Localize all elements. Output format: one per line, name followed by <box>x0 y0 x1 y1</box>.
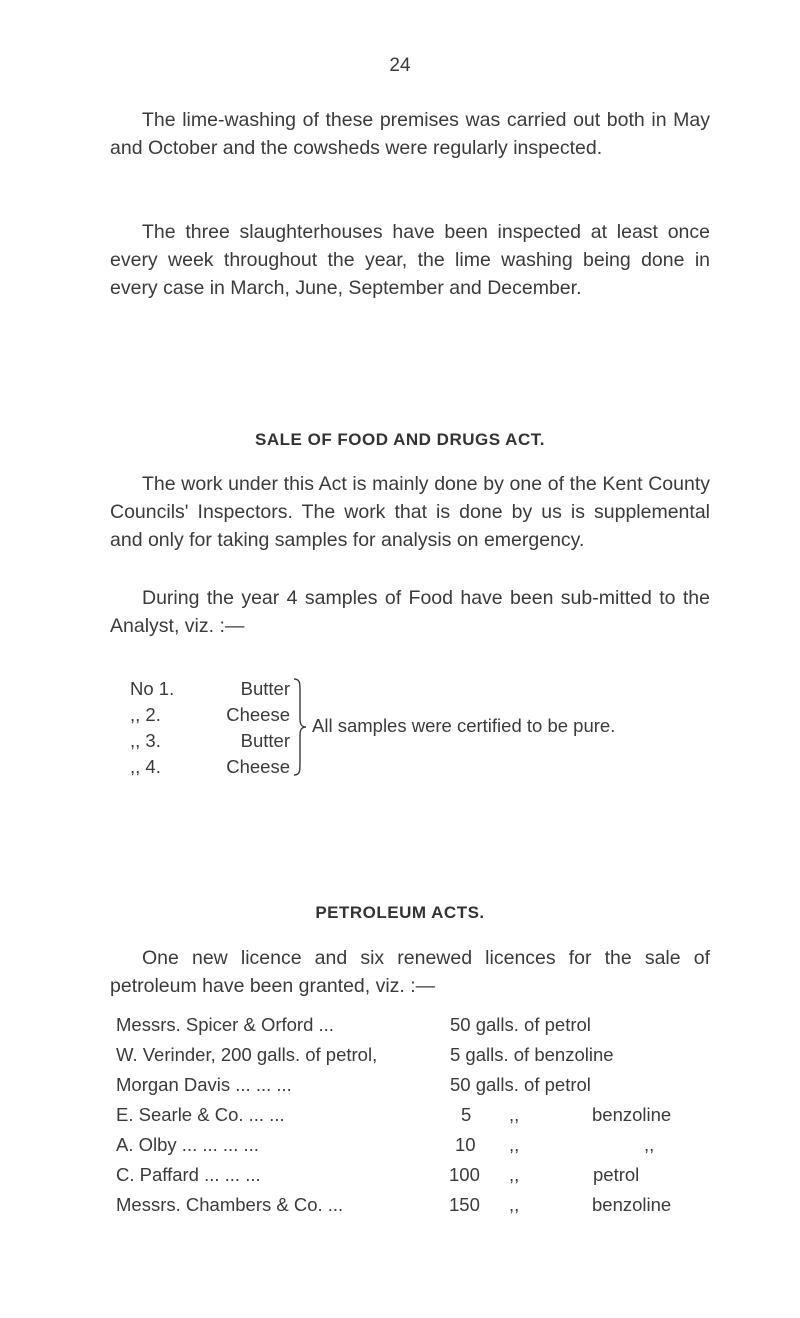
paragraph-samples-submitted: During the year 4 samples of Food have been sub-mitted to the Analyst, viz. :— <box>110 587 710 637</box>
licence-product: benzoline <box>592 1104 672 1125</box>
sample-number: No 1. <box>130 678 175 699</box>
heading-petroleum: PETROLEUM ACTS. <box>315 903 485 922</box>
licensee-name: Messrs. Spicer & Orford ... <box>116 1014 334 1035</box>
licence-product: benzoline <box>592 1194 672 1215</box>
licensee-name: C. Paffard ... ... ... <box>116 1164 261 1185</box>
licence-quantity: 50 galls. of petrol <box>450 1014 591 1035</box>
licence-row <box>116 1012 716 1038</box>
paragraph-lime-washing: The lime-washing of these premises was carried out both in May and October and the cowsheds were regularly inspected. <box>110 109 710 159</box>
page-number: 24 <box>389 55 411 76</box>
licence-row <box>116 1132 716 1158</box>
licensee-name: E. Searle & Co. ... ... <box>116 1104 285 1125</box>
licensee-name: A. Olby ... ... ... ... <box>116 1134 259 1155</box>
paragraph-petroleum-licences: One new licence and six renewed licences for the sale of petroleum have been granted, viz. :— <box>110 947 710 997</box>
licensee-name: W. Verinder, 200 galls. of petrol, <box>116 1044 378 1065</box>
licence-row <box>116 1192 716 1218</box>
sample-item: Cheese <box>226 704 290 725</box>
licence-quantity: 150 <box>449 1194 480 1215</box>
samples-list <box>110 677 710 787</box>
licence-row <box>116 1102 716 1128</box>
licence-quantity: 50 galls. of petrol <box>450 1074 591 1095</box>
licence-unit: ,, <box>509 1104 520 1125</box>
licence-quantity: 5 <box>461 1104 472 1125</box>
sample-item: Butter <box>240 730 290 751</box>
sample-number: ,, 3. <box>130 730 161 751</box>
licensee-name: Morgan Davis ... ... ... <box>116 1074 292 1095</box>
licence-unit: ,, <box>509 1194 520 1215</box>
licensee-name: Messrs. Chambers & Co. ... <box>116 1194 344 1215</box>
curly-brace <box>292 677 312 777</box>
licence-quantity: 100 <box>449 1164 480 1185</box>
licence-unit: ,, <box>509 1134 520 1155</box>
paragraph-slaughterhouses: The three slaughterhouses have been inspected at least once every week throughout the year, the lime washing being done in every case in March, June, September and December. <box>110 221 710 299</box>
samples-note: All samples were certified to be pure. <box>312 715 616 736</box>
licence-product: petrol <box>593 1164 640 1185</box>
sample-number: ,, 2. <box>130 704 161 725</box>
licence-quantity: 5 galls. of benzoline <box>450 1044 614 1065</box>
licence-quantity: 10 <box>455 1134 476 1155</box>
licence-unit: ,, <box>509 1164 520 1185</box>
licence-row <box>116 1162 716 1188</box>
heading-food-drugs: SALE OF FOOD AND DRUGS ACT. <box>255 430 545 449</box>
paragraph-food-drugs-work: The work under this Act is mainly done by one of the Kent County Councils' Inspectors. The work that is done by us is supplemental and only for taking samples for analysis on emergency. <box>110 473 710 551</box>
licence-product: ,, <box>644 1134 655 1155</box>
sample-item: Butter <box>240 678 290 699</box>
licence-row <box>116 1042 716 1068</box>
licence-row <box>116 1072 716 1098</box>
sample-number: ,, 4. <box>130 756 161 777</box>
sample-item: Cheese <box>226 756 290 777</box>
